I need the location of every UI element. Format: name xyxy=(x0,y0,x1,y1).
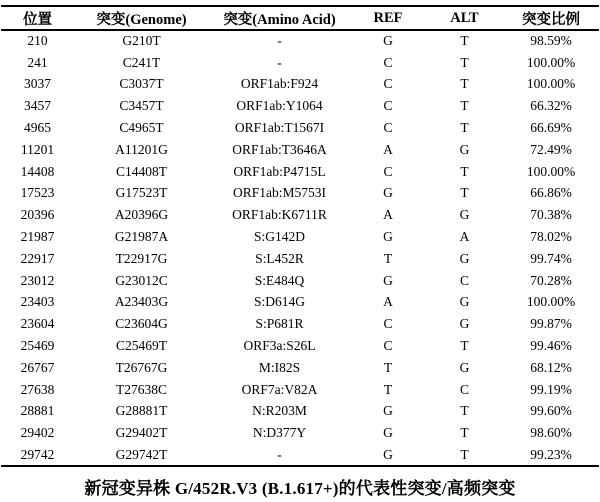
table-cell: G xyxy=(383,403,393,419)
table-cell: 3457 xyxy=(24,98,51,114)
table-cell: G29402T xyxy=(115,425,168,441)
table-cell: C14408T xyxy=(115,163,167,179)
table-cell: ORF7a:V82A xyxy=(241,381,318,397)
table-cell: C xyxy=(383,98,393,114)
table-row xyxy=(1,139,599,161)
table-cell: 22917 xyxy=(20,250,55,266)
table-cell: G xyxy=(459,316,470,332)
table-cell: G xyxy=(383,425,393,441)
table-cell: 99.87% xyxy=(530,316,572,332)
table-cell: G xyxy=(459,207,470,223)
table-cell: C23604G xyxy=(115,316,168,332)
table-cell: 98.60% xyxy=(530,425,572,441)
table-cell: 99.60% xyxy=(530,403,572,419)
table-cell: C xyxy=(459,381,469,397)
table-row xyxy=(1,292,599,314)
table-cell: N:D377Y xyxy=(252,425,307,441)
table-cell: T xyxy=(460,446,469,462)
table-row xyxy=(1,335,599,357)
table-cell: ORF1ab:T3646A xyxy=(232,141,327,157)
table-caption: 新冠变异株 G/452R.V3 (B.1.617+)的代表性突变/高频突变 xyxy=(84,478,516,498)
column-header-alt: ALT xyxy=(426,6,503,30)
table-cell: T xyxy=(460,98,469,114)
table-cell: 100.00% xyxy=(526,54,576,70)
table-cell: A11201G xyxy=(115,141,168,157)
table-cell: 21987 xyxy=(20,229,55,245)
table-cell: ORF3a:S26L xyxy=(243,338,316,354)
table-cell: C xyxy=(383,316,393,332)
table-cell: 66.32% xyxy=(530,98,572,114)
table-cell: A xyxy=(383,207,393,223)
table-row xyxy=(1,95,599,117)
table-cell: 68.12% xyxy=(530,359,572,375)
table-cell: T xyxy=(460,76,469,92)
table-cell: 99.19% xyxy=(530,381,572,397)
table-cell: 14408 xyxy=(20,163,55,179)
table-cell: 29402 xyxy=(20,425,55,441)
table-cell: 66.69% xyxy=(530,120,572,136)
table-cell: T27638C xyxy=(115,381,167,397)
table-cell: 78.02% xyxy=(530,229,572,245)
column-header-amino-acid: 突变(Amino Acid) xyxy=(209,6,350,30)
column-header-ref: REF xyxy=(350,6,426,30)
table-cell: G28881T xyxy=(115,403,168,419)
table-cell: S:E484Q xyxy=(254,272,305,288)
table-cell: C xyxy=(383,54,393,70)
table-cell: G21987A xyxy=(114,229,169,245)
table-row xyxy=(1,74,599,96)
table-row xyxy=(1,183,599,205)
table-row xyxy=(1,379,599,401)
table-cell: 99.46% xyxy=(530,338,572,354)
table-cell: C25469T xyxy=(115,338,167,354)
table-cell: T xyxy=(460,33,469,49)
table-cell: ORF1ab:M5753I xyxy=(232,185,326,201)
table-cell: G xyxy=(383,446,393,462)
table-cell: ORF1ab:K6711R xyxy=(232,207,327,223)
table-cell: 72.49% xyxy=(530,141,572,157)
table-cell: S:L452R xyxy=(255,250,304,266)
table-cell: C3457T xyxy=(119,98,164,114)
table-row xyxy=(1,248,599,270)
table-row xyxy=(1,30,599,52)
table-row xyxy=(1,117,599,139)
table-cell: 26767 xyxy=(20,359,55,375)
table-cell: A20396G xyxy=(114,207,169,223)
table-cell: C3037T xyxy=(119,76,164,92)
mutation-table xyxy=(1,5,599,467)
table-cell: - xyxy=(277,33,282,49)
table-cell: T xyxy=(383,250,393,266)
table-row xyxy=(1,270,599,292)
table-cell: 100.00% xyxy=(526,163,576,179)
table-row xyxy=(1,444,599,466)
table-cell: 20396 xyxy=(20,207,55,223)
table-cell: G xyxy=(459,359,470,375)
table-cell: G29742T xyxy=(115,446,168,462)
table-cell: T xyxy=(460,54,469,70)
table-cell: G xyxy=(459,141,470,157)
table-cell: T xyxy=(460,163,469,179)
table-cell: G210T xyxy=(122,33,161,49)
table-cell: N:R203M xyxy=(252,403,307,419)
table-cell: C xyxy=(383,163,393,179)
table-cell: 241 xyxy=(27,54,48,70)
table-cell: C4965T xyxy=(119,120,164,136)
table-row xyxy=(1,204,599,226)
table-cell: G xyxy=(459,250,470,266)
column-header-ratio: 突变比例 xyxy=(503,6,599,30)
table-cell: - xyxy=(277,446,282,462)
table-cell: T xyxy=(383,381,393,397)
table-body xyxy=(1,30,599,466)
table-cell: M:I82S xyxy=(258,359,301,375)
table-cell: 29742 xyxy=(20,446,55,462)
table-cell: 11201 xyxy=(20,141,55,157)
table-cell: 23604 xyxy=(20,316,55,332)
table-cell: 100.00% xyxy=(526,76,576,92)
table-row xyxy=(1,422,599,444)
table-cell: G xyxy=(383,185,393,201)
table-cell: C xyxy=(459,272,469,288)
table-cell: T xyxy=(460,185,469,201)
table-cell: 98.59% xyxy=(530,33,572,49)
table-row xyxy=(1,401,599,423)
table-cell: T xyxy=(460,403,469,419)
table-cell: 210 xyxy=(27,33,48,49)
table-cell: A xyxy=(383,294,393,310)
table-cell: C241T xyxy=(122,54,161,70)
table-cell: G xyxy=(383,272,393,288)
table-cell: 3037 xyxy=(24,76,51,92)
table-cell: T xyxy=(460,120,469,136)
table-cell: T26767G xyxy=(115,359,168,375)
table-cell: C xyxy=(383,76,393,92)
column-header-genome: 突变(Genome) xyxy=(74,6,209,30)
table-cell: 100.00% xyxy=(526,294,576,310)
table-cell: A xyxy=(459,229,470,245)
table-cell: T xyxy=(383,359,393,375)
table-cell: ORF1ab:Y1064 xyxy=(236,98,323,114)
table-cell: T xyxy=(460,338,469,354)
table-row xyxy=(1,226,599,248)
table-cell: S:D614G xyxy=(253,294,305,310)
table-cell: 23012 xyxy=(20,272,55,288)
table-cell: G xyxy=(459,294,470,310)
table-cell: T xyxy=(460,425,469,441)
table-cell: 4965 xyxy=(24,120,51,136)
table-cell: A xyxy=(383,141,393,157)
table-cell: 28881 xyxy=(20,403,55,419)
table-header-row xyxy=(1,6,599,30)
table-cell: G xyxy=(383,229,393,245)
table-cell: 70.38% xyxy=(530,207,572,223)
table-row xyxy=(1,52,599,74)
table-cell: 66.86% xyxy=(530,185,572,201)
table-row xyxy=(1,357,599,379)
table-row xyxy=(1,313,599,335)
table-cell: ORF1ab:T1567I xyxy=(234,120,325,136)
table-cell: G17523T xyxy=(115,185,168,201)
table-cell: G xyxy=(383,33,393,49)
table-cell: ORF1ab:F924 xyxy=(240,76,319,92)
table-cell: S:P681R xyxy=(255,316,304,332)
table-cell: C xyxy=(383,338,393,354)
column-header-position: 位置 xyxy=(1,6,74,30)
table-cell: 99.74% xyxy=(530,250,572,266)
table-cell: 99.23% xyxy=(530,446,572,462)
table-cell: 27638 xyxy=(20,381,55,397)
table-cell: S:G142D xyxy=(253,229,305,245)
table-cell: - xyxy=(277,54,282,70)
table-row xyxy=(1,161,599,183)
table-cell: ORF1ab:P4715L xyxy=(233,163,326,179)
table-cell: A23403G xyxy=(114,294,169,310)
table-cell: C xyxy=(383,120,393,136)
table-cell: T22917G xyxy=(115,250,168,266)
table-cell: 17523 xyxy=(20,185,55,201)
table-cell: 23403 xyxy=(20,294,55,310)
table-cell: G23012C xyxy=(115,272,168,288)
table-cell: 25469 xyxy=(20,338,55,354)
table-cell: 70.28% xyxy=(530,272,572,288)
